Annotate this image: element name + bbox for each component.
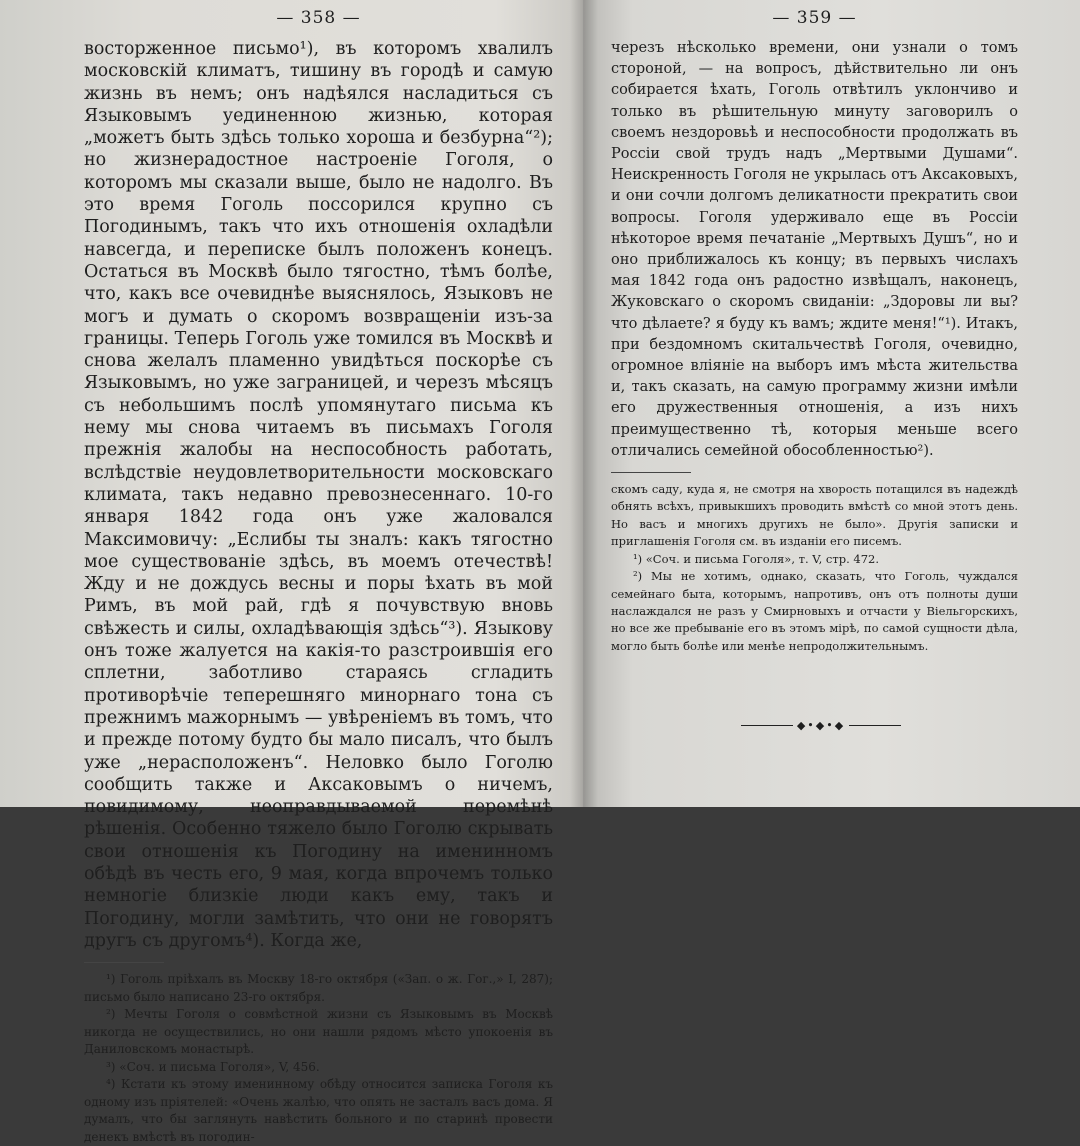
footnote-separator xyxy=(611,472,691,473)
left-footnotes xyxy=(84,971,553,1146)
right-page-body xyxy=(611,38,1018,462)
right-footnotes xyxy=(611,481,1018,655)
page-number-359: — 359 — xyxy=(772,8,857,28)
body-paragraph: черезъ нѣсколько времени, они узнали о томъ стороной, — на вопросъ, дѣйствительно ли онъ собирается ѣхать, Гоголь отвѣтилъ уклончиво и только въ рѣшительную минуту заговорилъ о своемъ нездоровьѣ и неспособности продолжать въ Россіи свой трудъ надъ „Мертвыми Душами“. Неискренность Гоголя не укрылась отъ Аксаковыхъ, и они сочли долгомъ деликатности прекратить свои вопросы. Гоголя удерживало еще въ Россіи нѣкоторое время печатаніе „Мертвыхъ Душъ“, но и оно приближалось къ концу; въ первыхъ числахъ мая 1842 года онъ радостно извѣщалъ, наконецъ, Жуковскаго о скоромъ свиданіи: „Здоровы ли вы? что дѣлаете? я буду къ вамъ; ждите меня!“¹). Итакъ, при бездомномъ скитальчествѣ Гоголя, очевидно, огромное вліяніе на выборъ имъ мѣста жительства и, такъ сказать, на самую программу жизни имѣли его дружественныя отношенія, а изъ нихъ преимущественно тѣ, которыя меньше всего отличались семейной обособленностью²). xyxy=(611,40,1018,459)
footnote-continuation: скомъ саду, куда я, не смотря на хворость потащился въ надеждѣ обнять всѣхъ, привыкшихъ проводить вмѣстѣ со мной этотъ день. Но васъ и многихъ другихъ не было». Другія записки и приглашенія Гоголя см. въ изданіи его писемъ. xyxy=(611,482,1018,549)
ornament-line-left xyxy=(741,725,793,726)
footnote-2: ²) Мы не хотимъ, однако, сказать, что Гоголь, чуждался семейнаго быта, которымъ, напротивъ, онъ отъ полноты души наслаждался не разъ у Смирновыхъ и отчасти у Віельгорскихъ, но все же пребываніе его въ этомъ мірѣ, по самой сущности дѣла, могло быть болѣе или менѣе непродолжительнымъ. xyxy=(611,569,1018,653)
footnote-2: ²) Мечты Гоголя о совмѣстной жизни съ Языковымъ въ Москвѣ никогда не осуществились, но они нашли рядомъ мѣсто упокоенія въ Даниловскомъ монастырѣ. xyxy=(84,1007,553,1057)
right-page xyxy=(583,0,1080,807)
footnote-1: ¹) «Соч. и письма Гоголя», т. V, стр. 472. xyxy=(633,551,879,566)
body-paragraph: восторженное письмо¹), въ которомъ хвалилъ московскій климатъ, тишину въ городѣ и самую жизнь въ немъ; онъ надѣялся насладиться съ Языковымъ уединенною жизнью, которая „можетъ быть здѣсь только хороша и безбурна“²); но жизнерадостное настроеніе Гоголя, о которомъ мы сказали выше, было не надолго. Въ это время Гоголь поссорился крупно съ Погодинымъ, такъ что ихъ отношенія охладѣли навсегда, и переписке былъ положенъ конецъ. Остаться въ Москвѣ было тягостно, тѣмъ болѣе, что, какъ все очевиднѣе выяснялось, Языковъ не могъ и думать о скоромъ возвращеніи изъ-за границы. Теперь Гоголь уже томился въ Москвѣ и снова желалъ пламенно увидѣться поскорѣе съ Языковымъ, но уже заграницей, и черезъ мѣсяцъ съ небольшимъ послѣ упомянутаго письма къ нему мы снова читаемъ въ письмахъ Гоголя прежнія жалобы на неспособность работать, вслѣдствіе неудовлетворительности московскаго климата, такъ недавно превознесеннаго. 10-го января 1842 года онъ уже жаловался Максимовичу: „Еслибы ты зналъ: какъ тягостно мое существованіе здѣсь, въ моемъ отечествѣ! Жду и не дождусь весны и поры ѣхать въ мой Римъ, въ мой рай, гдѣ я почувствую вновь свѣжесть и силы, охладѣвающія здѣсь“³). Языкову онъ тоже жалуется на какія-то разстроившія его сплетни, заботливо стараясь сгладить противорѣчіе теперешняго минорнаго тона съ прежнимъ мажорнымъ — увѣреніемъ въ томъ, что и прежде потому будто бы мало писалъ, что былъ уже „нерасположенъ“. Неловко было Гоголю сообщить также и Аксаковымъ о ничемъ, повидимому, неоправдываемой перемѣнѣ рѣшенія. Особенно тяжело было Гоголю скрывать свои отношенія къ Погодину на именинномъ обѣдѣ въ честь его, 9 мая, когда впрочемъ только немногіе близкіе люди какъ ему, такъ и Погодину, могли замѣтить, что они не говорятъ другъ съ другомъ⁴). Когда же, xyxy=(84,39,553,951)
left-page-body xyxy=(84,38,553,952)
page-number-358: — 358 — xyxy=(276,8,361,28)
ornament-center: ◆•◆•◆ xyxy=(796,719,846,733)
footnote-1: ¹) Гоголь пріѣхалъ въ Москву 18-го октября («Зап. о ж. Гог.,» I, 287); письмо было написано 23-го октября. xyxy=(84,972,553,1004)
ornament-divider xyxy=(741,719,901,732)
footnote-4: ⁴) Кстати къ этому именинному обѣду относится записка Гоголя къ одному изъ пріятелей: «Очень жалѣю, что опять не засталъ васъ дома. Я думалъ, что бы заглянуть навѣстить больного и по старинѣ провести денекъ вмѣстѣ въ погодин- xyxy=(84,1077,553,1144)
footnote-separator xyxy=(84,962,164,963)
ornament-line-right xyxy=(849,725,901,726)
footnote-3: ³) «Соч. и письма Гоголя», V, 456. xyxy=(106,1059,320,1074)
